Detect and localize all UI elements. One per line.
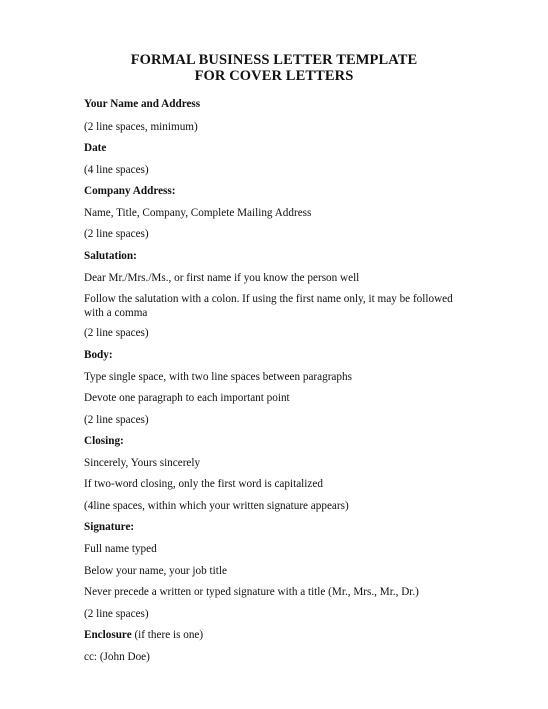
body-heading: Body:	[84, 349, 113, 361]
signature-spacing: (2 line spaces)	[84, 608, 149, 620]
closing-heading: Closing:	[84, 435, 124, 447]
signature-detail-2: Below your name, your job title	[84, 565, 227, 577]
closing-detail-1: Sincerely, Yours sincerely	[84, 457, 201, 469]
body-detail-2: Devote one paragraph to each important point	[84, 392, 290, 404]
document-title-line-1: FORMAL BUSINESS LETTER TEMPLATE	[130, 52, 418, 68]
body-detail-1: Type single space, with two line spaces between paragraphs	[84, 371, 352, 383]
company-detail: Name, Title, Company, Complete Mailing Address	[84, 207, 312, 219]
salutation-note: Follow the salutation with a colon. If using the first name only, it may be followed with a comma	[84, 293, 453, 319]
salutation-heading: Salutation:	[84, 250, 137, 262]
salutation-spacing: (2 line spaces)	[84, 327, 149, 339]
closing-spacing: (4line spaces, within which your written signature appears)	[84, 500, 349, 512]
signature-detail-3: Never precede a written or typed signature with a title (Mr., Mrs., Mr., Dr.)	[84, 586, 419, 598]
closing-detail-2: If two-word closing, only the first word is capitalized	[84, 478, 323, 490]
enclosure-heading: Enclosure	[84, 629, 132, 641]
signature-detail-1: Full name typed	[84, 543, 157, 555]
company-spacing: (2 line spaces)	[84, 228, 149, 240]
company-heading: Company Address:	[84, 185, 176, 197]
cc-line: cc: (John Doe)	[84, 651, 150, 663]
your-name-heading: Your Name and Address	[84, 98, 201, 110]
body-spacing: (2 line spaces)	[84, 414, 149, 426]
salutation-detail: Dear Mr./Mrs./Ms., or first name if you know the person well	[84, 272, 360, 284]
enclosure-note: (if there is one)	[131, 629, 204, 641]
signature-heading: Signature:	[84, 521, 135, 533]
your-name-spacing: (2 line spaces, minimum)	[84, 121, 198, 133]
document-title-line-2: FOR COVER LETTERS	[194, 68, 354, 84]
date-spacing: (4 line spaces)	[84, 164, 149, 176]
enclosure-line	[84, 628, 474, 642]
date-heading: Date	[84, 142, 107, 154]
